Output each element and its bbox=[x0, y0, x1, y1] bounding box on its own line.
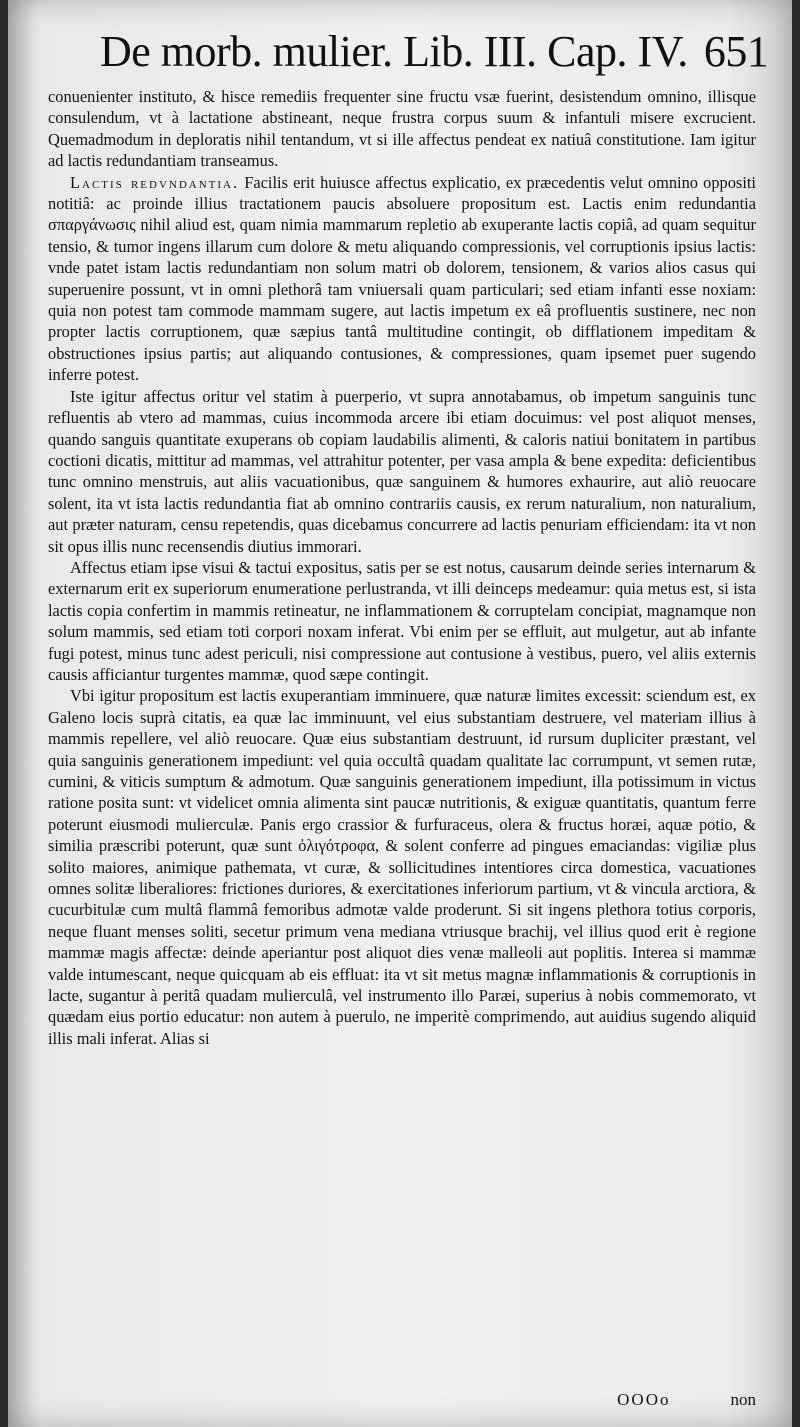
paragraph bbox=[48, 86, 756, 172]
running-header bbox=[100, 26, 769, 77]
catchword: non bbox=[730, 1390, 756, 1409]
paragraph-text: conuenienter instituto, & hisce remediis frequenter sine fructu vsæ fuerint, desistendum omnino, illisque consulendum, vt à lactatione abstineant, neque frustra corpus suum & infantuli misere excrucient. Quemadmodum in deploratis nihil tentandum, vt si ille affectus pendeat ex natiuâ constitutione. Iam igitur ad lactis redundantiam transeamus. bbox=[48, 87, 756, 171]
paragraph-text: Vbi igitur propositum est lactis exuperantiam imminuere, quæ naturæ limites excessit: sciendum est, ex Galeno locis suprà citatis, ea quæ lac imminuunt, vel eius substantiam destruere, vel materiam illius à mammis repellere, vel aliò reuocare. Quæ eius substantiam destruunt, id rursum dupliciter præstant, vel quia sanguinis generationem impediunt: vel quia occultâ quadam qualitate lac corrumpunt, vt semen rutæ, cumini, & viticis sumptum & admotum. Quæ sanguinis generationem impediunt, illa potissimum in victus ratione posita sunt: vt videlicet omnia alimenta sint paucæ nutritionis, & exiguæ quantitatis, quantum ferre poterunt eiusmodi mulierculæ. Panis ergo crassior & furfuraceus, olera & fructus horæi, aquæ potio, & similia præscribi poterunt, quæ sunt ὀλιγότροφα, & solent conferre ad pingues emaciandas: vigiliæ plus solito maiores, animique pathemata, vt curæ, & sollicitudines intentiores circa domestica, vacuationes omnes solitæ liberaliores: frictiones duriores, & exercitationes inferiorum partium, vt & vincula arctiora, & cucurbitulæ cum multâ flammâ femoribus admotæ valde proderunt. Si sit ingens plethora totius corporis, neque fluant menses soliti, secetur primum vena mediana vtriusque brachij, vel illius quod erit è regione mammæ magis affectæ: deinde aperiantur post aliquot dies venæ malleoli aut poplitis. Interea si mammæ valde intumescant, neque quicquam ab eis effluat: ita vt sit metus magnæ inflammationis & corruptionis in lacte, sugantur à peritâ quadam mulierculâ, vel instrumento illo Paræi, superius à nobis commemorato, vt quædam eius portio educatur: non autem à puerulo, ne imperitè comprimendo, aut auidius sugendo aliquid illis mali inferat. Alias si bbox=[48, 686, 756, 1048]
paragraph bbox=[48, 172, 756, 386]
page-footer bbox=[48, 1390, 756, 1410]
paragraph-text: Iste igitur affectus oritur vel statim à puerperio, vt supra annotabamus, ob impetum sanguinis tunc refluentis ab vtero ad mammas, cuius incommoda arcere ibi etiam docuimus: vel post aliquot menses, quando sanguis quantitate exuperans ob copiam laudabilis alimenti, & caloris natiui bonitatem in partibus coctioni dicatis, mittitur ad mammas, vel attrahitur potenter, per vasa ampla & bene expedita: deficientibus tunc omnino menstruis, aut aliis vacuationibus, quæ sanguinem & humores exhaurire, aut aliò reuocare solent, ita vt ista lactis redundantia fiat ab omnino contrariis causis, ex rerum naturalium, non naturalium, aut præter naturam, censu repetendis, quas dicebamus concurrere ad lactis penuriam efficiendam: ita vt non sit opus illis nunc recensendis diutius immorari. bbox=[48, 386, 756, 556]
page-number: 651 bbox=[703, 27, 769, 76]
text-body bbox=[48, 86, 756, 1049]
book-page bbox=[8, 0, 792, 1427]
running-title: De morb. mulier. Lib. III. Cap. IV. bbox=[100, 27, 688, 76]
section-heading: Lactis redvndantia. bbox=[70, 172, 240, 192]
signature-mark: OOOo bbox=[617, 1390, 671, 1409]
paragraph bbox=[48, 386, 756, 557]
paragraph-text: Facilis erit huiusce affectus explicatio, ex præcedentis velut omnino oppositi notitiâ: ac proinde illius tractationem paucis absoluere propositum est. Lactis enim redundantia σπαργάνωσις nihil aliud est, quam nimia mammarum repletio ab exuperante lactis copiâ, ad quam sequitur tensio, & tumor ingens illarum cum dolore & metu aliquando compressionis, vel corruptionis ipsius lactis: vnde patet istam lactis redundantiam non solum matri ob dolorem, tensionem, & varios alios casus qui superuenire possunt, vt in omni plethorâ tam vniuersali quam particulari; sed etiam infanti esse noxiam: quia non potest tam commode mammam sugere, aut lactis impetum ex eâ profluentis sustinere, nec non propter lactis corruptionem, quæ sæpius tantâ multitudine contingit, ob difflationem impeditam & obstructiones ipsius partis; aut aliquando contusiones, & compressiones, quam ipsemet puer sugendo inferre potest. bbox=[48, 172, 756, 385]
paragraph bbox=[48, 685, 756, 1049]
paragraph bbox=[48, 557, 756, 685]
paragraph-text: Affectus etiam ipse visui & tactui expositus, satis per se est notus, causarum deinde series internarum & externarum erit ex superiorum enumeratione perlustranda, vt illi deinceps medeamur: quia metus est, si ista lactis copia confertim in mammis retineatur, ne inflammationem & corruptelam concipiat, magnamque non solum mammis, sed etiam toti corpori noxam inferat. Vbi enim per se effluit, aut mulgetur, aut ab infante fugi potest, minus tunc adest periculi, nisi compressione aut contusione à vestibus, puero, vel aliis externis causis afficiantur turgentes mammæ, quod sæpe contingit. bbox=[48, 557, 756, 684]
